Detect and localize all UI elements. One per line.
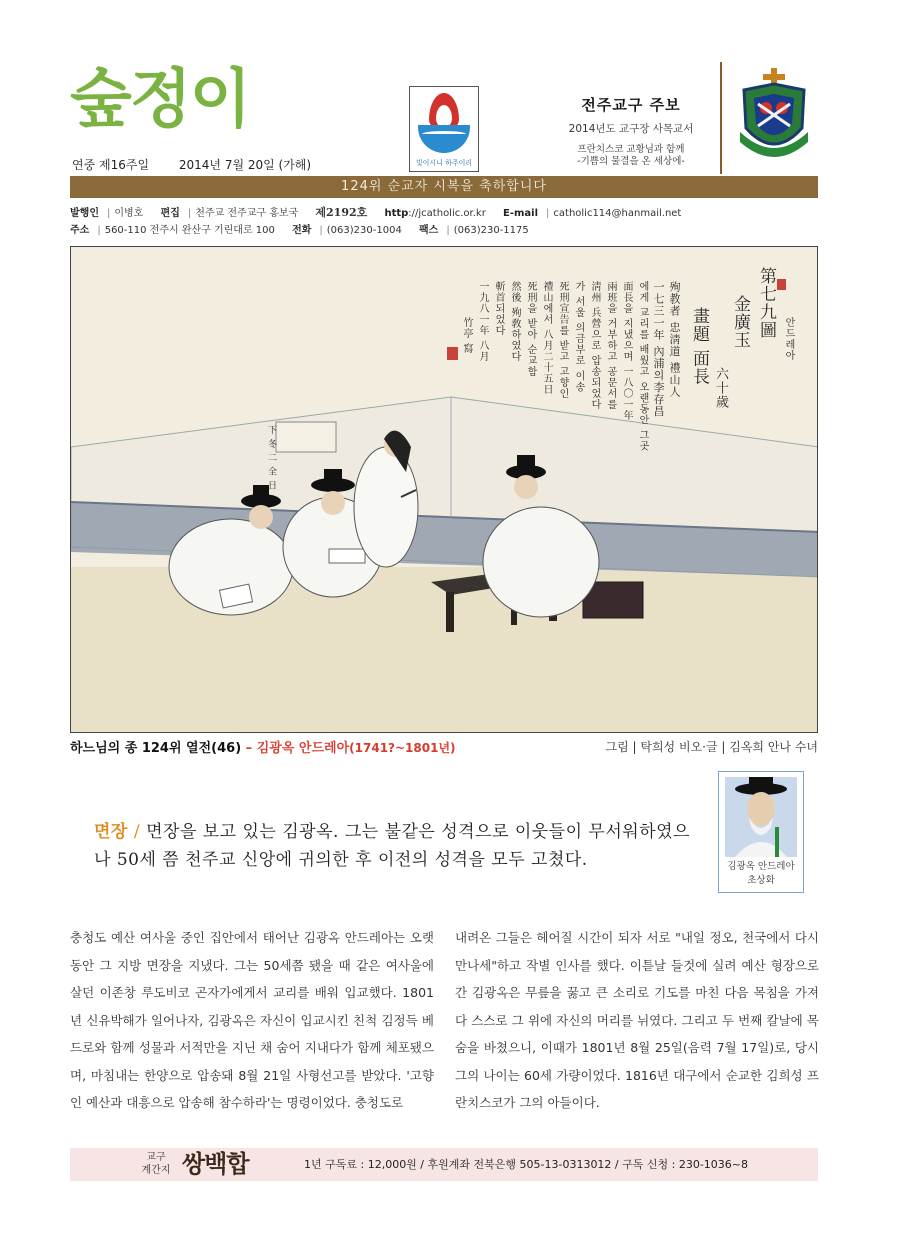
email-label: E-mail [503, 208, 539, 219]
publisher-label: 발행인 [70, 208, 99, 219]
inscription-line: 然後 殉敎하였다 [509, 281, 520, 363]
inscription-title: 第七九圖 [756, 267, 776, 339]
body-column-left: 충청도 예산 여사울 중인 집안에서 태어난 김광옥 안드레아는 오랫동안 그 지방 면장을 지냈다. 그는 50세쯤 됐을 때 같은 여사울에 살던 이존창 루도비코 곤자가에게서 교리를 배워 입교했다. 1801년 신유박해가 일어나자, 김광옥은 자신이 입교시킨 친척 김정득 베드로와 함께 성물과 서적만을 지닌 채 숨어 지내다가 함께 체포됐으며, 마침내는 한양으로 압송돼 8월 21일 사형선고를 받았다. '고향인 예산과 대흥으로 압송해 참수하라'는 명령이었다. 충청도로 [70, 930, 434, 1110]
series-title: 하느님의 종 124위 열전(46) [70, 741, 242, 756]
inscription-line: 가 서울 의금부로 이송 [573, 281, 584, 393]
publisher-name: 이병호 [114, 208, 144, 219]
body-column-right: 내려온 그들은 헤어질 시간이 되자 서로 "내일 정오, 천국에서 다시 만나세"하고 작별 인사를 했다. 이튿날 들것에 실려 예산 형장으로 간 김광옥은 무릎을 꿇고 큰 소리로 기도를 마친 다음 목침을 가져다 스스로 그 위에 자신의 머리를 뉘였다. 그리고 두 번째 칼날에 목숨을 바쳤으니, 이때가 1801년 8월 25일(음력 7월 17일)로, 당시 그의 나이는 60세 가량이었다. 1816년 대구에서 순교한 김희성 프란치스코가 그의 아들이다. [455, 930, 819, 1110]
address: 560-110 전주시 완산구 기린대로 100 [104, 225, 275, 236]
inscription-line: 에게 교리를 배웠고 오랜동안 그곳 [637, 281, 648, 452]
masthead [70, 62, 818, 174]
inscription-age: 六十歲 [713, 367, 728, 409]
footer-label-line-2: 계간지 [141, 1165, 171, 1176]
phone-label: 전화 [292, 225, 312, 236]
series-caption [70, 737, 456, 756]
scroll-text: 下 冬 二 全 日 [266, 425, 276, 491]
magazine-brand: 쌍백합 [182, 1150, 249, 1178]
water-icon [418, 125, 470, 153]
publisher-row-2: 주소 | 560-110 전주시 완산구 기린대로 100 전화 | (063)230-1004 팩스 | (063)230-1175 [70, 225, 529, 236]
inscription-name-korean: 안드레아 [783, 317, 794, 361]
beatification-banner: 124위 순교자 시복을 축하합니다 [70, 176, 818, 198]
publisher-info [70, 204, 818, 239]
pastoral-theme-logo [409, 86, 479, 172]
footer-label [134, 1151, 178, 1177]
inscription-line: 一九八一年 八月 [477, 281, 488, 363]
fax: (063)230-1175 [453, 225, 529, 236]
editor-name: 천주교 전주교구 홍보국 [195, 208, 299, 219]
lead-text: 면장을 보고 있는 김광옥. 그는 불같은 성격으로 이웃들이 무서워하였으나 50세 쯤 천주교 신앙에 귀의한 후 이전의 성격을 모두 고쳤다. [94, 822, 690, 870]
inscription-line: 兩班을 거부하고 공문서를 [605, 281, 616, 411]
portrait-image [725, 777, 797, 857]
martyr-years: (1741?~1801년) [349, 741, 456, 755]
website-link[interactable]: ://jcatholic.or.kr [408, 208, 486, 219]
diocese-crest-icon [736, 68, 812, 166]
editor-label: 편집 [160, 208, 180, 219]
fax-label: 팩스 [419, 225, 439, 236]
portrait-caption-line-1: 김광옥 안드레아 [727, 861, 795, 872]
lead-paragraph [94, 818, 694, 874]
inscription-line: 死刑宣告를 받고 고향인 [557, 281, 568, 400]
weekly-name: 전주교구 주보 [581, 96, 681, 114]
lead-keyword: 면장 [94, 822, 128, 842]
artist-seal [777, 279, 786, 290]
inscription-line: 竹亭 寫 [461, 317, 472, 355]
portrait-figure [725, 777, 797, 857]
artist-seal [447, 347, 458, 360]
issue-number: 제2192호 [315, 206, 368, 219]
issue-line [72, 156, 337, 173]
inscription-line: 一七三一年 內浦의李存昌 [652, 281, 665, 418]
http-label: http [384, 208, 409, 219]
flame-highlight [436, 105, 452, 127]
quote-line-1: 프란치스코 교황님과 함께 [577, 144, 685, 155]
inscription-line: 禮山에서 八月二十五日 [541, 281, 552, 396]
theme-logo-caption: 빛이시니 하주이리 [415, 159, 473, 167]
subscription-footer [70, 1148, 818, 1181]
motto-quote [550, 144, 712, 169]
issue-week: 연중 제16주일 [72, 158, 150, 172]
newsletter-title: 숲정이 [70, 63, 250, 137]
issue-date: 2014년 7월 20일 (가해) [178, 158, 312, 172]
martyr-painting [70, 246, 818, 733]
martyr-name: 김광옥 안드레아 [256, 741, 350, 756]
inscription-line: 斬首되었다 [493, 281, 504, 336]
inscription-line: 淸州 兵營으로 압송되었다 [589, 281, 600, 411]
address-label: 주소 [70, 225, 90, 236]
pastoral-motto: 2014년도 교구장 사목교서 [568, 123, 694, 135]
credits: 그림 | 탁희성 비오·글 | 김옥희 안나 수녀 [605, 740, 818, 754]
quote-line-2: -기쁨의 물결을 온 세상에- [577, 156, 685, 168]
inscription-name: 金廣玉 [730, 295, 750, 349]
publisher-row-1: 발행인 | 이병호 편집 | 천주교 전주교구 홍보국 제2192호 http://jcatholic.or.kr E-mail | catholic114@hanmail.net [70, 206, 682, 219]
portrait-caption [719, 860, 803, 888]
header-divider [720, 62, 722, 174]
inscription-line: 死刑을 받아 순교함 [525, 281, 536, 378]
inscription-line: 殉教者 忠淸道 禮山人 [668, 281, 681, 398]
caption-dash: – [241, 741, 257, 756]
phone: (063)230-1004 [326, 225, 402, 236]
wave-line [422, 131, 466, 137]
inscription-subject: 畫題 面長 [689, 307, 709, 386]
weekly-header [550, 94, 712, 169]
email-link[interactable]: catholic114@hanmail.net [553, 208, 682, 219]
lead-slash: / [133, 822, 141, 842]
subscription-info: 1년 구독료 : 12,000원 / 후원계좌 전북은행 505-13-0313012 / 구독 신청 : 230-1036~8 [304, 1158, 749, 1171]
footer-label-line-1: 교구 [146, 1152, 166, 1163]
portrait-caption-line-2: 초상화 [747, 875, 775, 886]
inscription-line: 面長을 지냈으며 一八〇一年 [621, 281, 632, 422]
portrait-box [718, 771, 804, 893]
